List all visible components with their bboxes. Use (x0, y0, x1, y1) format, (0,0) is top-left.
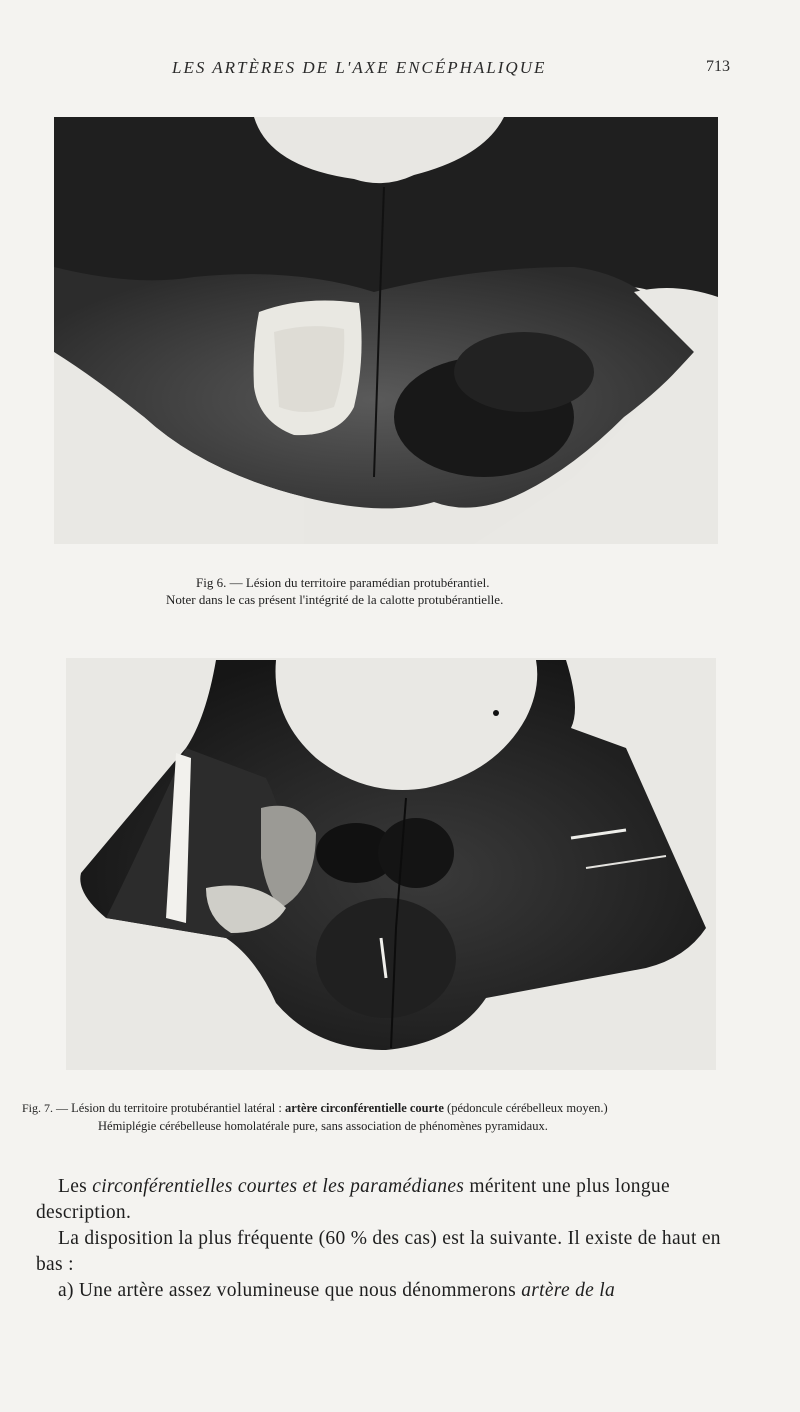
paragraph-3 (36, 1278, 740, 1304)
figure-6-caption-line1: Fig 6. — Lésion du territoire paramédian protubérantiel. (196, 575, 490, 590)
figure-7-caption-part-a: Lésion du territoire protubérantiel latéral : (71, 1101, 282, 1115)
figure-7-caption-line1 (22, 1100, 608, 1116)
figure-7-label: Fig. 7. — (22, 1101, 69, 1115)
figure-6-photo (54, 117, 718, 544)
paragraph-1-part-b: circonférentielles courtes et les paramédianes (92, 1176, 465, 1197)
page-number: 713 (706, 58, 730, 75)
paragraph-3-part-a: a) Une artère assez volumineuse que nous dénommerons (58, 1280, 516, 1301)
figure-7-caption-line2: Hémiplégie cérébelleuse homolatérale pure, sans association de phénomènes pyramidaux. (98, 1119, 548, 1133)
running-head (0, 56, 800, 80)
figure-7-caption-part-c: (pédoncule cérébelleux moyen.) (447, 1101, 608, 1115)
paragraph-1 (36, 1174, 740, 1226)
paragraph-2-text: La disposition la plus fréquente (60 % des cas) est la suivante. Il existe de haut en bas : (36, 1228, 721, 1275)
figure-6-caption-line2: Noter dans le cas présent l'intégrité de la calotte protubérantielle. (166, 592, 504, 607)
paragraph-2 (36, 1226, 740, 1278)
paragraph-3-part-b: artère de la (521, 1280, 616, 1301)
paragraph-1-part-c: méritent une plus longue description. (36, 1176, 670, 1223)
figure-6-image (54, 117, 718, 544)
running-title: LES ARTÈRES DE L'AXE ENCÉPHALIQUE (172, 58, 547, 77)
figure-7-caption-part-b: artère circonférentielle courte (284, 1101, 444, 1115)
figure-7-image (66, 658, 716, 1070)
figure-7-photo (66, 658, 716, 1070)
paragraph-1-part-a: Les (58, 1176, 88, 1197)
